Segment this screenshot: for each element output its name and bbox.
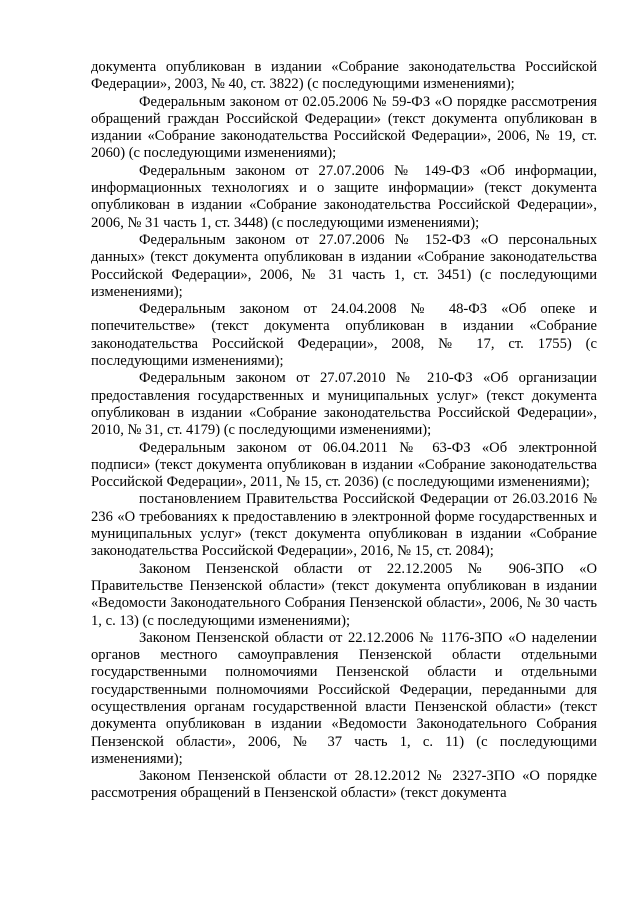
paragraph-resolution-236: постановлением Правительства Российской Федерации от 26.03.2016 № 236 «О требованиях к предоставлению в электронной форме государственных и муниципальных услуг» (текст документа опубликован в издании «Собрание законодательства Российской Федерации», 2016, № 15, ст. 2084); <box>91 491 597 560</box>
paragraph-law-59fz: Федеральным законом от 02.05.2006 № 59-ФЗ «О порядке рассмотрения обращений граждан Российской Федерации» (текст документа опубликован в издании «Собрание законодательства Российской Федерации», 2006, № 19, ст. 2060) (с последующими изменениями); <box>91 93 597 162</box>
paragraph-continuation: документа опубликован в издании «Собрание законодательства Российской Федерации», 2003, № 40, ст. 3822) (с последующими изменениями); <box>91 59 597 93</box>
paragraph-law-63fz: Федеральным законом от 06.04.2011 № 63-ФЗ «Об электронной подписи» (текст документа опубликован в издании «Собрание законодательства Российской Федерации», 2011, № 15, ст. 2036) (с последующими изменениями); <box>91 439 597 491</box>
document-body <box>91 59 597 803</box>
paragraph-law-2327zpo: Законом Пензенской области от 28.12.2012 № 2327-ЗПО «О порядке рассмотрения обращений в Пензенской области» (текст документа <box>91 768 597 802</box>
paragraph-law-48fz: Федеральным законом от 24.04.2008 № 48-ФЗ «Об опеке и попечительстве» (текст документа опубликован в издании «Собрание законодательства Российской Федерации», 2008, № 17, ст. 1755) (с последующими изменениями); <box>91 301 597 370</box>
paragraph-law-1176zpo: Законом Пензенской области от 22.12.2006 № 1176-ЗПО «О наделении органов местного самоуправления Пензенской области отдельными государственными полномочиями Пензенской области и отдельными государственными полномочиями Российской Федерации, переданными для осуществления органам государственной власти Пензенской области» (текст документа опубликован в издании «Ведомости Законодательного Собрания Пензенской области», 2006, № 37 часть 1, с. 11) (с последующими изменениями); <box>91 629 597 767</box>
paragraph-law-149fz: Федеральным законом от 27.07.2006 № 149-ФЗ «Об информации, информационных технологиях и о защите информации» (текст документа опубликован в издании «Собрание законодательства Российской Федерации», 2006, № 31 часть 1, ст. 3448) (с последующими изменениями); <box>91 162 597 231</box>
paragraph-law-152fz: Федеральным законом от 27.07.2006 № 152-ФЗ «О персональных данных» (текст документа опубликован в издании «Собрание законодательства Российской Федерации», 2006, № 31 часть 1, ст. 3451) (с последующими изменениями); <box>91 231 597 300</box>
paragraph-law-906zpo: Законом Пензенской области от 22.12.2005 № 906-ЗПО «О Правительстве Пензенской области» (текст документа опубликован в издании «Ведомости Законодательного Собрания Пензенской области», 2006, № 30 часть 1, с. 13) (с последующими изменениями); <box>91 560 597 629</box>
paragraph-law-210fz: Федеральным законом от 27.07.2010 № 210-ФЗ «Об организации предоставления государственных и муниципальных услуг» (текст документа опубликован в издании «Собрание законодательства Российской Федерации», 2010, № 31, ст. 4179) (с последующими изменениями); <box>91 370 597 439</box>
